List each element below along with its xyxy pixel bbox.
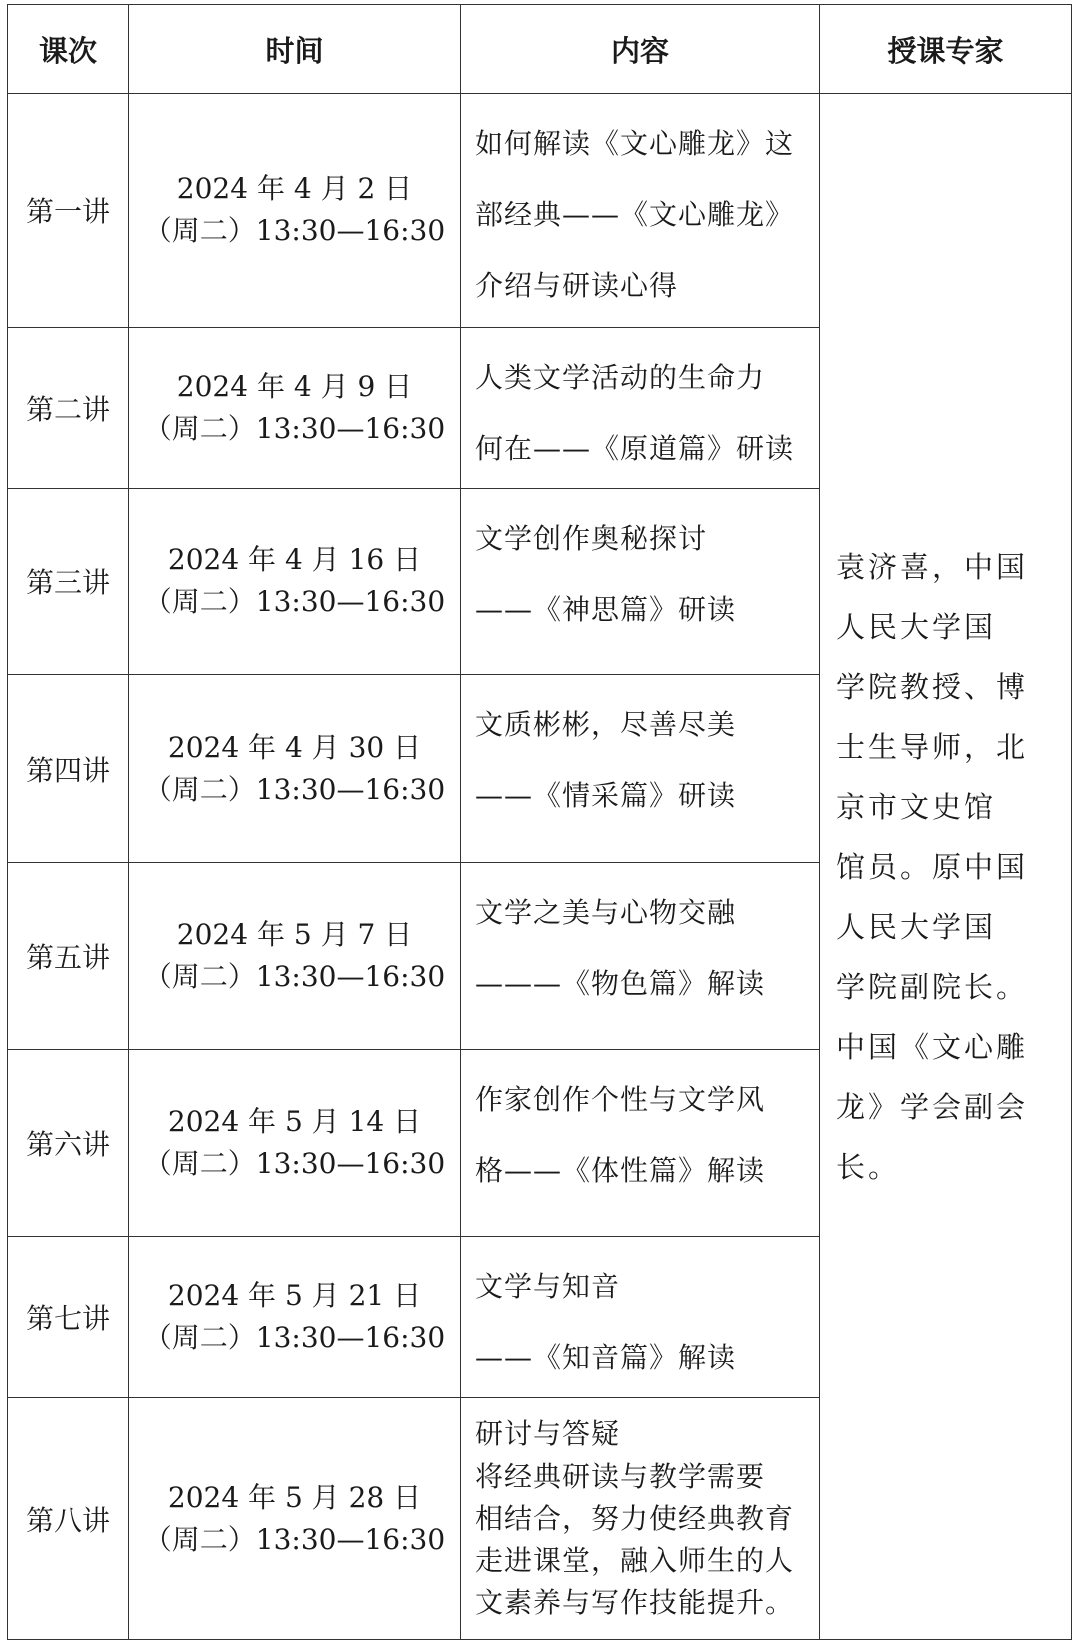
lecture-time — [129, 1237, 461, 1398]
content-line: 文学创作奥秘探讨 — [475, 521, 708, 555]
lecture-number: 第二讲 — [8, 327, 129, 488]
lecture-number: 第六讲 — [8, 1050, 129, 1237]
header-content: 内容 — [461, 5, 820, 94]
content-line: 如何解读《文心雕龙》这 — [475, 127, 795, 160]
lecture-hours: （周二）13:30—16:30 — [143, 1321, 446, 1355]
header-time: 时间 — [129, 5, 461, 94]
lecture-content — [461, 862, 820, 1050]
lecture-hours: （周二）13:30—16:30 — [143, 214, 446, 248]
lecture-date: 2024 年 5 月 7 日 — [176, 918, 413, 952]
lecture-content — [461, 1050, 820, 1237]
content-line: 部经典——《文心雕龙》 — [475, 198, 795, 231]
table-row — [8, 94, 1072, 328]
content-line: 介绍与研读心得 — [475, 269, 679, 302]
lecture-number: 第三讲 — [8, 488, 129, 675]
lecture-date: 2024 年 4 月 16 日 — [167, 543, 422, 577]
header-expert: 授课专家 — [820, 5, 1072, 94]
content-line: 何在——《原道篇》研读 — [475, 431, 795, 465]
content-line: 作家创作个性与文学风 — [475, 1083, 766, 1117]
expert-line: 中国《文心雕 — [836, 1029, 1029, 1064]
content-line: ——《情采篇》研读 — [475, 779, 737, 813]
lecture-time — [129, 327, 461, 488]
expert-line: 人民大学国 — [836, 609, 997, 644]
content-line: ——《神思篇》研读 — [475, 592, 737, 626]
content-line: ——《知音篇》解读 — [475, 1341, 737, 1375]
expert-line: 袁济喜，中国 — [836, 549, 1029, 584]
lecture-hours: （周二）13:30—16:30 — [143, 1522, 446, 1556]
lecture-date: 2024 年 4 月 9 日 — [176, 369, 413, 403]
expert-line: 学院副院长。 — [836, 969, 1029, 1004]
content-line: 文质彬彬，尽善尽美 — [475, 708, 737, 742]
header-row — [8, 5, 1072, 94]
expert-line: 长。 — [836, 1149, 901, 1184]
lecture-date: 2024 年 5 月 28 日 — [167, 1480, 422, 1514]
lecture-time — [129, 862, 461, 1050]
lecture-content — [461, 488, 820, 675]
course-schedule-table — [7, 4, 1072, 1640]
lecture-date: 2024 年 4 月 30 日 — [167, 730, 422, 764]
content-line: 文素养与写作技能提升。 — [475, 1586, 795, 1620]
expert-line: 馆员。原中国 — [836, 849, 1029, 884]
expert-line: 学院教授、博 — [836, 669, 1029, 704]
content-line: 走进课堂，融入师生的人 — [475, 1544, 795, 1578]
content-line: 文学与知音 — [475, 1270, 621, 1304]
lecture-time — [129, 488, 461, 675]
lecture-content — [461, 327, 820, 488]
content-line: 相结合，努力使经典教育 — [475, 1502, 795, 1536]
lecture-hours: （周二）13:30—16:30 — [143, 1147, 446, 1181]
content-line: 人类文学活动的生命力 — [475, 360, 766, 394]
lecture-date: 2024 年 4 月 2 日 — [176, 172, 413, 206]
expert-line: 龙》学会副会 — [836, 1089, 1029, 1124]
lecture-content — [461, 675, 820, 863]
content-line: 格——《体性篇》解读 — [475, 1154, 766, 1188]
lecture-number: 第八讲 — [8, 1398, 129, 1640]
expert-line: 人民大学国 — [836, 909, 997, 944]
lecture-content — [461, 1398, 820, 1640]
lecture-time — [129, 675, 461, 863]
expert-line: 士生导师，北 — [836, 729, 1029, 764]
lecture-content — [461, 1237, 820, 1398]
content-line: 将经典研读与教学需要 — [475, 1460, 766, 1494]
lecture-number: 第一讲 — [8, 94, 129, 328]
lecture-time — [129, 94, 461, 328]
lecture-number: 第四讲 — [8, 675, 129, 863]
header-lecture: 课次 — [8, 5, 129, 94]
lecture-time — [129, 1050, 461, 1237]
expert-cell — [820, 94, 1072, 1640]
lecture-content — [461, 94, 820, 328]
lecture-number: 第七讲 — [8, 1237, 129, 1398]
lecture-hours: （周二）13:30—16:30 — [143, 960, 446, 994]
lecture-time — [129, 1398, 461, 1640]
lecture-hours: （周二）13:30—16:30 — [143, 585, 446, 619]
content-line: 文学之美与心物交融 — [475, 895, 737, 929]
content-line: ———《物色篇》解读 — [475, 966, 766, 1000]
content-line: 研讨与答疑 — [475, 1417, 621, 1451]
lecture-hours: （周二）13:30—16:30 — [143, 772, 446, 806]
lecture-date: 2024 年 5 月 14 日 — [167, 1105, 422, 1139]
lecture-hours: （周二）13:30—16:30 — [143, 411, 446, 445]
lecture-date: 2024 年 5 月 21 日 — [167, 1279, 422, 1313]
lecture-number: 第五讲 — [8, 862, 129, 1050]
expert-line: 京市文史馆 — [836, 789, 997, 824]
